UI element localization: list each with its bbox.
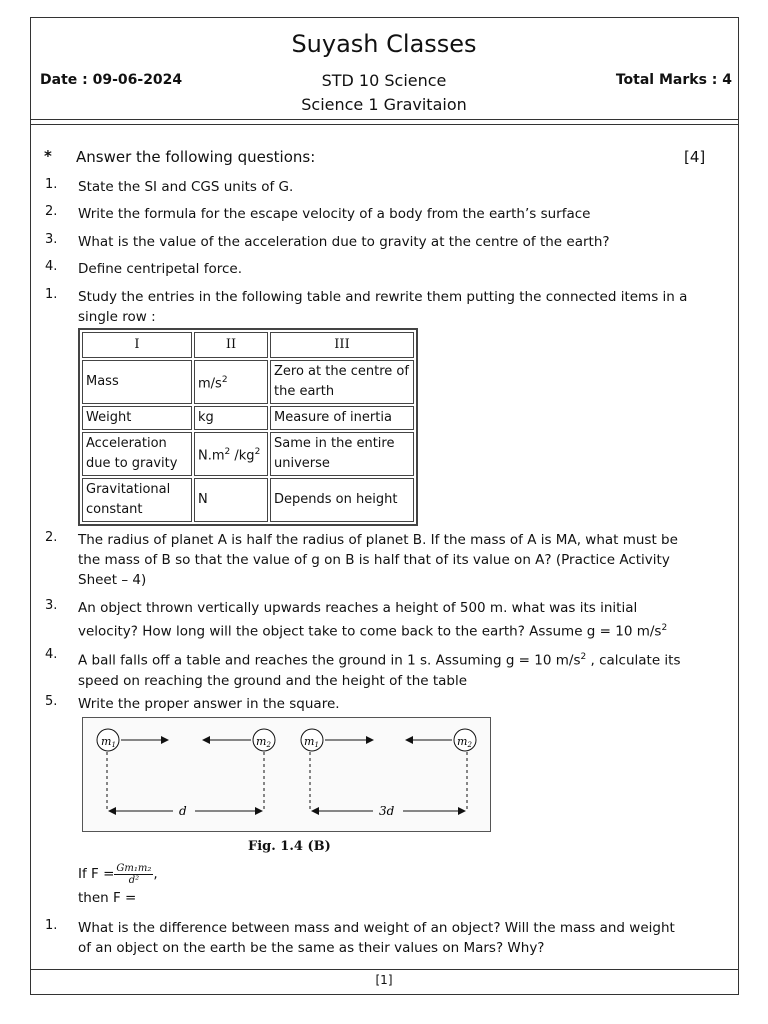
section-heading: Answer the following questions: xyxy=(76,148,316,166)
formula-then-label: then F = xyxy=(78,890,137,906)
section-bullet: * xyxy=(44,147,52,165)
question-text: Write the formula for the escape velocity of a body from the earth’s surface xyxy=(78,206,591,222)
header-divider-double xyxy=(30,124,739,125)
table-row xyxy=(82,406,414,430)
unit-superscript: 2 xyxy=(580,652,587,662)
mass-label-m1: m1 xyxy=(101,735,116,749)
question-number: 1. xyxy=(45,918,58,933)
question-number: 4. xyxy=(45,259,58,274)
section-marks: [4] xyxy=(684,148,706,166)
table-cell: Gravitational constant xyxy=(82,478,192,522)
question-text: Write the proper answer in the square. xyxy=(78,696,340,712)
figure-caption: Fig. 1.4 (B) xyxy=(248,839,331,854)
table-cell: Acceleration due to gravity xyxy=(82,432,192,476)
exam-date: Date : 09-06-2024 xyxy=(40,72,183,88)
header-divider xyxy=(30,119,739,120)
subject-label: Science 1 Gravitaion xyxy=(301,95,467,114)
standard-label: STD 10 Science xyxy=(321,71,447,90)
page-number: [1] xyxy=(375,973,393,987)
table-row xyxy=(82,478,414,522)
table-cell: Zero at the centre of the earth xyxy=(270,360,414,404)
table-header-row xyxy=(82,332,414,358)
question-number: 1. xyxy=(45,287,58,302)
formula-fraction xyxy=(114,863,153,886)
question-text: Study the entries in the following table and rewrite them putting the connected items in a single row : xyxy=(78,289,688,325)
mass-label-m2: m2 xyxy=(256,735,271,749)
question-number: 2. xyxy=(45,530,58,545)
table-row xyxy=(82,360,414,404)
distance-label-3d: 3d xyxy=(379,804,395,818)
table-cell: Weight xyxy=(82,406,192,430)
table-cell: kg xyxy=(194,406,268,430)
table-header-cell: I xyxy=(82,332,192,358)
table-cell: Measure of inertia xyxy=(270,406,414,430)
page-title: Suyash Classes xyxy=(291,30,477,58)
question-text xyxy=(78,647,688,691)
mass-label-m2: m2 xyxy=(457,735,472,749)
unit-superscript: 2 xyxy=(224,446,231,457)
question-number: 2. xyxy=(45,204,58,219)
question-text xyxy=(78,598,688,642)
matching-table xyxy=(78,328,418,526)
unit-superscript: 2 xyxy=(221,374,228,385)
formula-comma: , xyxy=(153,866,158,882)
question-number: 3. xyxy=(45,598,58,613)
table-row xyxy=(82,432,414,476)
unit-text: m/s xyxy=(198,376,222,392)
question-text: Define centripetal force. xyxy=(78,261,243,277)
question-number: 5. xyxy=(45,694,58,709)
question-text-part: An object thrown vertically upwards reaches a height of 500 m. what was its initial velocity? How long will the object take to come back to the earth? Assume g = 10 m/s xyxy=(78,600,662,640)
gravitation-figure xyxy=(82,717,491,832)
question-number: 4. xyxy=(45,647,58,662)
table-cell: Same in the entire universe xyxy=(270,432,414,476)
question-number: 3. xyxy=(45,232,58,247)
formula-numerator: Gm₁m₂ xyxy=(116,862,152,874)
unit-text: N.m xyxy=(198,448,225,464)
mass-label-m1: m1 xyxy=(304,735,319,749)
question-text: The radius of planet A is half the radius of planet B. If the mass of A is MA, what must be the mass of B so that the value of g on B is half that of its value on A? (Practice Activity Sheet – 4) xyxy=(78,532,678,588)
total-marks: Total Marks : 4 xyxy=(615,72,732,88)
figure-drawing xyxy=(83,718,490,831)
question-text: What is the value of the acceleration due to gravity at the centre of the earth? xyxy=(78,234,610,250)
formula-denominator: d² xyxy=(128,874,140,886)
question-text-part: A ball falls off a table and reaches the ground in 1 s. Assuming g = 10 m/s xyxy=(78,652,581,669)
distance-label-d: d xyxy=(179,804,187,818)
formula-if-label: If F = xyxy=(78,866,115,882)
formula-line xyxy=(78,861,158,887)
table-cell xyxy=(194,360,268,404)
unit-superscript: 2 xyxy=(661,623,668,633)
question-number: 1. xyxy=(45,177,58,192)
unit-superscript: 2 xyxy=(254,446,261,457)
footer-divider xyxy=(30,969,739,970)
question-text: What is the difference between mass and weight of an object? Will the mass and weight of an object on the earth be the same as their values on Mars? Why? xyxy=(78,920,675,956)
table-header-cell: II xyxy=(194,332,268,358)
table-cell: Mass xyxy=(82,360,192,404)
unit-text: /kg xyxy=(230,448,255,464)
question-text-part: , calculate its speed on reaching the ground and the height of the table xyxy=(78,652,681,689)
table-cell: N xyxy=(194,478,268,522)
question-text: State the SI and CGS units of G. xyxy=(78,179,294,195)
table-header-cell: III xyxy=(270,332,414,358)
table-cell: Depends on height xyxy=(270,478,414,522)
table-cell xyxy=(194,432,268,476)
